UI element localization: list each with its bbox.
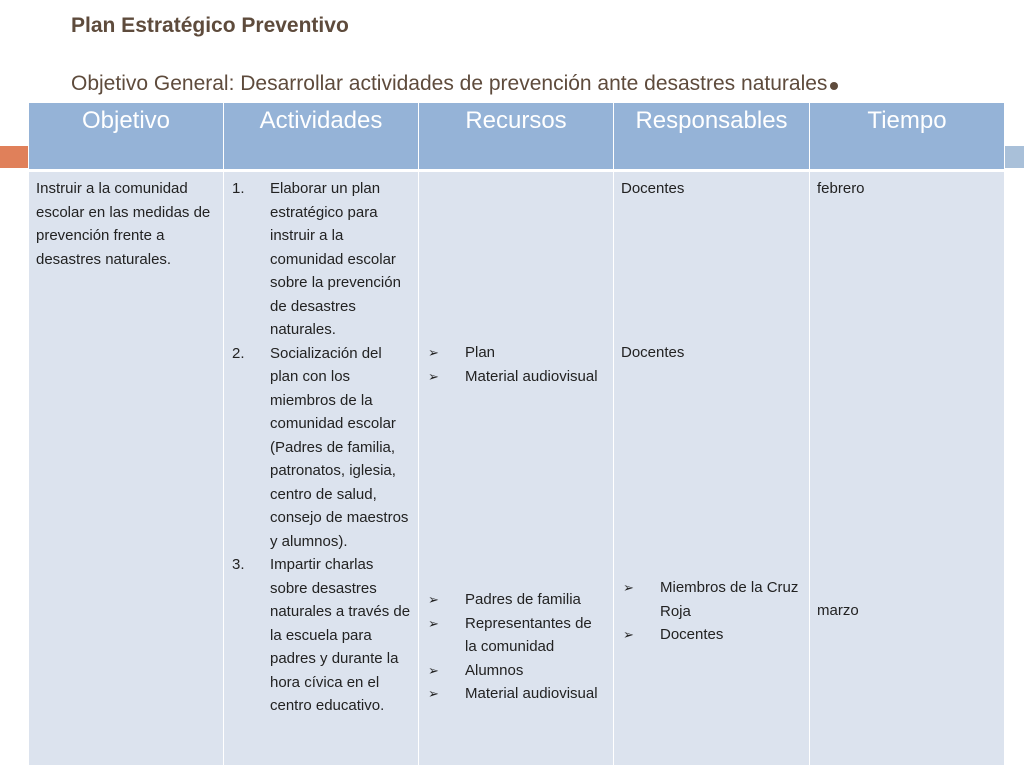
accent-band-right bbox=[1004, 146, 1024, 168]
arrow-check-bullet-icon: ➢ bbox=[428, 368, 439, 384]
responsables-text-1: Docentes bbox=[621, 180, 685, 197]
cell-actividades bbox=[224, 171, 419, 766]
item-text: Material audiovisual bbox=[465, 685, 598, 702]
responsables-list bbox=[621, 576, 803, 647]
tiempo-text-1: febrero bbox=[817, 180, 865, 197]
spacer bbox=[621, 364, 803, 576]
arrow-check-bullet-icon: ➢ bbox=[623, 580, 634, 595]
recursos-list-1 bbox=[426, 341, 607, 388]
item-text: Elaborar un plan estratégico para instruir a la comunidad escolar sobre la prevención de desastres naturales. bbox=[270, 180, 401, 338]
header-actividades: Actividades bbox=[224, 103, 419, 171]
tiempo-text-2: marzo bbox=[817, 601, 859, 619]
arrow-check-bullet-icon: ➢ bbox=[623, 627, 634, 642]
responsables-text-2: Docentes bbox=[621, 343, 685, 361]
spacer bbox=[817, 201, 998, 599]
item-text: Impartir charlas sobre desastres naturales a través de la escuela para padres y durante la hora cívica en el centro educativo. bbox=[270, 556, 411, 714]
cell-responsables bbox=[614, 171, 810, 766]
cell-recursos bbox=[419, 171, 614, 766]
arrow-check-bullet-icon: ➢ bbox=[428, 686, 439, 701]
list-item bbox=[231, 553, 412, 718]
arrow-check-bullet-icon: ➢ bbox=[428, 345, 439, 360]
objetivo-text: Instruir a la comunidad escolar en las medidas de prevención frente a desastres naturales. bbox=[36, 180, 211, 268]
cell-objetivo bbox=[29, 171, 224, 766]
list-item bbox=[426, 365, 607, 389]
item-number: 1. bbox=[232, 180, 245, 197]
list-item bbox=[426, 612, 607, 659]
header-tiempo: Tiempo bbox=[810, 103, 1005, 171]
page-title: Plan Estratégico Preventivo bbox=[71, 14, 349, 37]
recursos-list-2 bbox=[426, 588, 607, 706]
table-row bbox=[29, 171, 1005, 766]
accent-band-left bbox=[0, 146, 28, 168]
item-text: Socialización del plan con los miembros de la comunidad escolar (Padres de familia, patronatos, iglesia, centro de salud, consejo de maestros y alumnos). bbox=[270, 344, 409, 550]
dot-bullet-icon bbox=[830, 82, 838, 90]
list-item bbox=[426, 341, 607, 365]
item-text: Plan bbox=[465, 344, 496, 361]
actividades-list bbox=[231, 177, 412, 718]
table-header-row bbox=[29, 103, 1005, 171]
header-objetivo: Objetivo bbox=[29, 103, 224, 171]
spacer bbox=[426, 177, 607, 341]
spacer bbox=[426, 388, 607, 588]
item-text: Representantes de la comunidad bbox=[465, 614, 592, 655]
arrow-check-bullet-icon: ➢ bbox=[428, 592, 439, 607]
header-responsables: Responsables bbox=[614, 103, 810, 171]
list-item bbox=[426, 659, 607, 683]
item-text: Material audiovisual bbox=[465, 367, 598, 385]
list-item bbox=[231, 342, 412, 554]
page-subtitle bbox=[71, 72, 838, 96]
item-number: 2. bbox=[232, 344, 245, 362]
item-text: Miembros de la Cruz Roja bbox=[660, 579, 799, 620]
list-item bbox=[426, 682, 607, 706]
plan-table bbox=[28, 102, 1005, 766]
item-text: Docentes bbox=[660, 626, 724, 643]
header-recursos: Recursos bbox=[419, 103, 614, 171]
arrow-check-bullet-icon: ➢ bbox=[428, 662, 439, 678]
item-text: Alumnos bbox=[465, 661, 524, 679]
list-item bbox=[231, 177, 412, 342]
list-item bbox=[621, 576, 803, 623]
list-item bbox=[621, 623, 803, 647]
arrow-check-bullet-icon: ➢ bbox=[428, 615, 439, 631]
spacer bbox=[621, 201, 803, 341]
item-number: 3. bbox=[232, 556, 245, 573]
cell-tiempo bbox=[810, 171, 1005, 766]
item-text: Padres de familia bbox=[465, 591, 581, 608]
subtitle-text: Objetivo General: Desarrollar actividades de prevención ante desastres naturales bbox=[71, 72, 828, 95]
list-item bbox=[426, 588, 607, 612]
